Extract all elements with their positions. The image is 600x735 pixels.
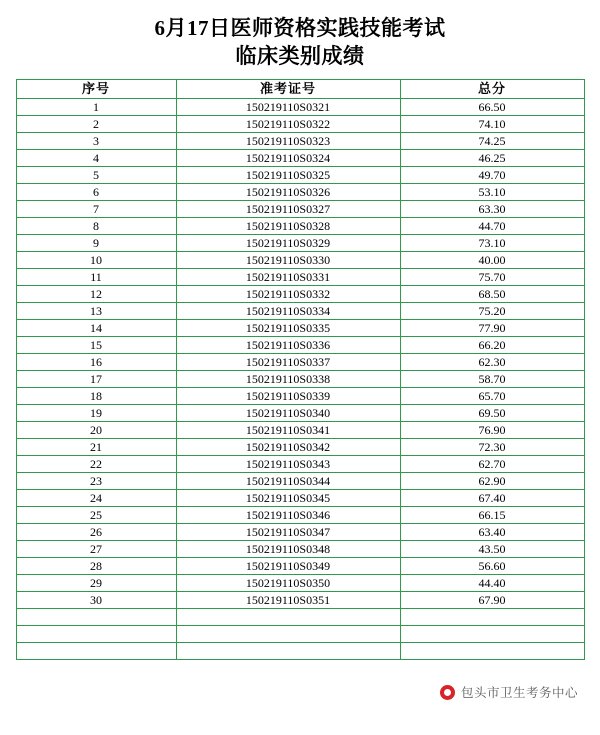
table-row: [16, 541, 584, 558]
cell-admission-number: 150219110S0321: [176, 99, 400, 116]
cell-admission-number: 150219110S0344: [176, 473, 400, 490]
document-title: [0, 0, 600, 70]
cell-index: 13: [16, 303, 176, 320]
column-header-total-score: 总分: [400, 80, 584, 99]
cell-admission-number: 150219110S0345: [176, 490, 400, 507]
footer-stamp: [440, 683, 578, 701]
table-row: [16, 320, 584, 337]
cell-admission-number: 150219110S0343: [176, 456, 400, 473]
cell-total-score: 40.00: [400, 252, 584, 269]
cell-index: 16: [16, 354, 176, 371]
cell-index: 24: [16, 490, 176, 507]
cell-admission-number: 150219110S0329: [176, 235, 400, 252]
cell-admission-number: 150219110S0351: [176, 592, 400, 609]
table-row: [16, 575, 584, 592]
cell-index: 20: [16, 422, 176, 439]
cell-empty: [176, 626, 400, 643]
table-row: [16, 592, 584, 609]
cell-index: 11: [16, 269, 176, 286]
cell-index: 25: [16, 507, 176, 524]
cell-total-score: 53.10: [400, 184, 584, 201]
cell-total-score: 66.20: [400, 337, 584, 354]
cell-admission-number: 150219110S0346: [176, 507, 400, 524]
cell-admission-number: 150219110S0323: [176, 133, 400, 150]
table-row-blank: [16, 609, 584, 626]
cell-total-score: 44.70: [400, 218, 584, 235]
cell-index: 21: [16, 439, 176, 456]
cell-total-score: 76.90: [400, 422, 584, 439]
cell-total-score: 65.70: [400, 388, 584, 405]
cell-admission-number: 150219110S0327: [176, 201, 400, 218]
cell-total-score: 58.70: [400, 371, 584, 388]
cell-admission-number: 150219110S0338: [176, 371, 400, 388]
table-row: [16, 558, 584, 575]
cell-total-score: 62.30: [400, 354, 584, 371]
cell-total-score: 74.25: [400, 133, 584, 150]
cell-index: 8: [16, 218, 176, 235]
cell-index: 28: [16, 558, 176, 575]
cell-total-score: 63.30: [400, 201, 584, 218]
page-title-line-2: 临床类别成绩: [235, 44, 365, 68]
cell-total-score: 67.90: [400, 592, 584, 609]
cell-total-score: 49.70: [400, 167, 584, 184]
table-row: [16, 388, 584, 405]
cell-empty: [176, 609, 400, 626]
cell-empty: [400, 643, 584, 660]
table-row: [16, 490, 584, 507]
table-row-blank: [16, 626, 584, 643]
table-row: [16, 422, 584, 439]
cell-total-score: 63.40: [400, 524, 584, 541]
grades-table: [16, 79, 585, 660]
cell-index: 26: [16, 524, 176, 541]
cell-index: 9: [16, 235, 176, 252]
cell-total-score: 69.50: [400, 405, 584, 422]
cell-admission-number: 150219110S0334: [176, 303, 400, 320]
cell-total-score: 62.70: [400, 456, 584, 473]
cell-index: 5: [16, 167, 176, 184]
cell-admission-number: 150219110S0339: [176, 388, 400, 405]
cell-index: 14: [16, 320, 176, 337]
table-row: [16, 337, 584, 354]
table-row: [16, 184, 584, 201]
cell-total-score: 44.40: [400, 575, 584, 592]
cell-index: 22: [16, 456, 176, 473]
cell-total-score: 66.50: [400, 99, 584, 116]
cell-index: 2: [16, 116, 176, 133]
cell-total-score: 66.15: [400, 507, 584, 524]
cell-total-score: 74.10: [400, 116, 584, 133]
cell-index: 30: [16, 592, 176, 609]
cell-admission-number: 150219110S0336: [176, 337, 400, 354]
cell-admission-number: 150219110S0337: [176, 354, 400, 371]
cell-admission-number: 150219110S0340: [176, 405, 400, 422]
cell-index: 15: [16, 337, 176, 354]
cell-admission-number: 150219110S0349: [176, 558, 400, 575]
cell-index: 17: [16, 371, 176, 388]
cell-total-score: 62.90: [400, 473, 584, 490]
cell-empty: [400, 626, 584, 643]
cell-admission-number: 150219110S0332: [176, 286, 400, 303]
cell-empty: [16, 626, 176, 643]
cell-admission-number: 150219110S0335: [176, 320, 400, 337]
cell-index: 3: [16, 133, 176, 150]
table-row: [16, 354, 584, 371]
table-row: [16, 507, 584, 524]
table-row: [16, 439, 584, 456]
table-row: [16, 150, 584, 167]
page-title-line-1: 6月17日医师资格实践技能考试: [154, 16, 446, 40]
cell-total-score: 77.90: [400, 320, 584, 337]
cell-total-score: 67.40: [400, 490, 584, 507]
table-body: [16, 99, 584, 660]
cell-total-score: 73.10: [400, 235, 584, 252]
table-row: [16, 167, 584, 184]
cell-admission-number: 150219110S0330: [176, 252, 400, 269]
cell-index: 6: [16, 184, 176, 201]
cell-empty: [16, 609, 176, 626]
column-header-admission-number: 准考证号: [176, 80, 400, 99]
table-row: [16, 201, 584, 218]
table-row: [16, 269, 584, 286]
cell-index: 12: [16, 286, 176, 303]
cell-total-score: 43.50: [400, 541, 584, 558]
cell-admission-number: 150219110S0342: [176, 439, 400, 456]
cell-empty: [16, 643, 176, 660]
cell-index: 7: [16, 201, 176, 218]
cell-index: 10: [16, 252, 176, 269]
cell-total-score: 75.20: [400, 303, 584, 320]
cell-total-score: 68.50: [400, 286, 584, 303]
cell-admission-number: 150219110S0331: [176, 269, 400, 286]
column-header-index: 序号: [16, 80, 176, 99]
table-row: [16, 99, 584, 116]
cell-admission-number: 150219110S0322: [176, 116, 400, 133]
cell-admission-number: 150219110S0348: [176, 541, 400, 558]
table-header: [16, 80, 584, 99]
cell-total-score: 56.60: [400, 558, 584, 575]
seal-icon: [440, 685, 455, 700]
cell-admission-number: 150219110S0341: [176, 422, 400, 439]
cell-admission-number: 150219110S0347: [176, 524, 400, 541]
table-row: [16, 286, 584, 303]
cell-total-score: 46.25: [400, 150, 584, 167]
cell-index: 29: [16, 575, 176, 592]
table-row: [16, 371, 584, 388]
cell-admission-number: 150219110S0325: [176, 167, 400, 184]
table-row: [16, 116, 584, 133]
table-row: [16, 524, 584, 541]
table-row: [16, 405, 584, 422]
organization-name: 包头市卫生考务中心: [460, 686, 578, 700]
cell-total-score: 72.30: [400, 439, 584, 456]
table-row: [16, 218, 584, 235]
cell-index: 4: [16, 150, 176, 167]
cell-admission-number: 150219110S0328: [176, 218, 400, 235]
cell-index: 23: [16, 473, 176, 490]
table-header-row: [16, 80, 584, 99]
cell-empty: [176, 643, 400, 660]
cell-total-score: 75.70: [400, 269, 584, 286]
table-row: [16, 473, 584, 490]
cell-index: 27: [16, 541, 176, 558]
table-row: [16, 303, 584, 320]
table-row-blank: [16, 643, 584, 660]
cell-admission-number: 150219110S0350: [176, 575, 400, 592]
cell-admission-number: 150219110S0324: [176, 150, 400, 167]
cell-index: 19: [16, 405, 176, 422]
cell-empty: [400, 609, 584, 626]
cell-admission-number: 150219110S0326: [176, 184, 400, 201]
cell-index: 18: [16, 388, 176, 405]
table-row: [16, 252, 584, 269]
table-row: [16, 133, 584, 150]
table-row: [16, 235, 584, 252]
cell-index: 1: [16, 99, 176, 116]
table-row: [16, 456, 584, 473]
